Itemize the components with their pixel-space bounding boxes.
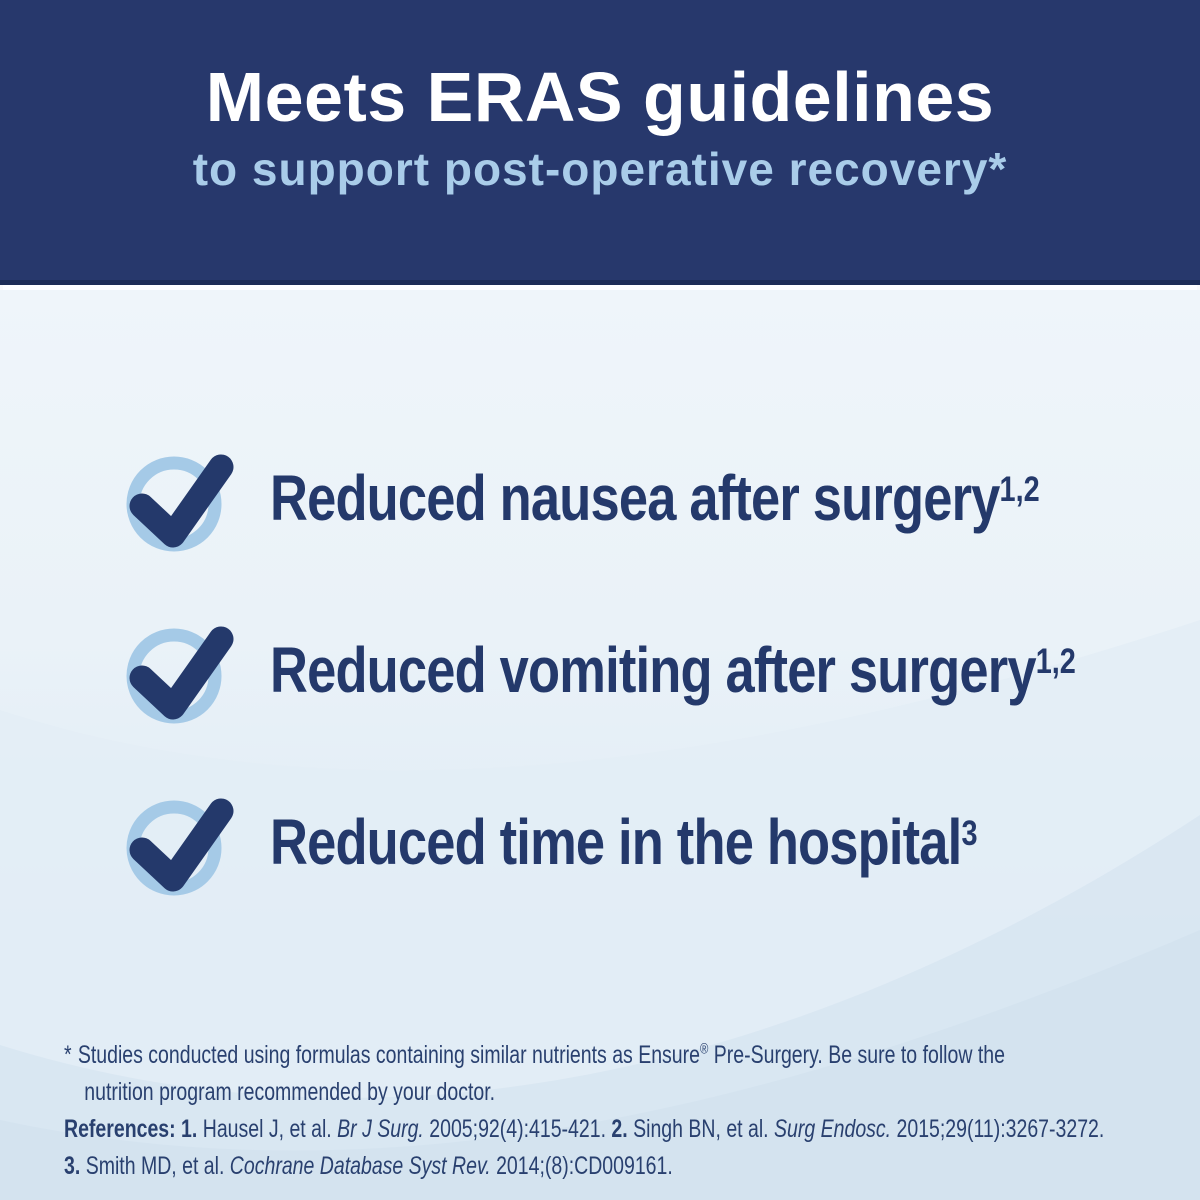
footnotes-block xyxy=(64,1032,1104,1185)
body-area xyxy=(0,290,1200,1200)
claim-label xyxy=(270,633,1076,707)
header-band xyxy=(0,0,1200,285)
claim-text: Reduced nausea after surgery xyxy=(270,462,1000,534)
study-footnote-line-2: nutrition program recommended by your doctor. xyxy=(84,1078,496,1107)
claim-superscript: 3 xyxy=(961,813,978,853)
study-footnote-line-1 xyxy=(64,1032,1104,1074)
claim-superscript: 1,2 xyxy=(1035,641,1076,681)
claim-item-nausea xyxy=(122,442,1200,554)
page-title: Meets ERAS guidelines xyxy=(205,58,995,136)
claim-text: Reduced vomiting after surgery xyxy=(270,634,1036,706)
claim-item-hospital-time xyxy=(122,786,1200,898)
asterisk-marker: * xyxy=(64,1041,72,1070)
check-circle-icon xyxy=(122,614,234,726)
claim-text: Reduced time in the hospital xyxy=(270,806,962,878)
study-footnote-text: Studies conducted using formulas containing similar nutrients as Ensure® Pre-Surgery. Be sure to follow the xyxy=(77,1041,1005,1070)
claims-checklist xyxy=(122,442,1200,958)
claim-label xyxy=(270,461,1040,535)
check-circle-icon xyxy=(122,442,234,554)
claim-superscript: 1,2 xyxy=(999,469,1040,509)
check-circle-icon xyxy=(122,786,234,898)
claim-item-vomiting xyxy=(122,614,1200,726)
claim-label xyxy=(270,805,977,879)
references-line-2: 3. Smith MD, et al. Cochrane Database Syst Rev. 2014;(8):CD009161. xyxy=(64,1152,673,1181)
page-subtitle: to support post-operative recovery* xyxy=(192,143,1008,195)
references-line-1: References: 1. Hausel J, et al. Br J Surg. 2005;92(4):415-421. 2. Singh BN, et al. Surg Endosc. 2015;29(11):3267-3272. xyxy=(64,1115,1105,1144)
